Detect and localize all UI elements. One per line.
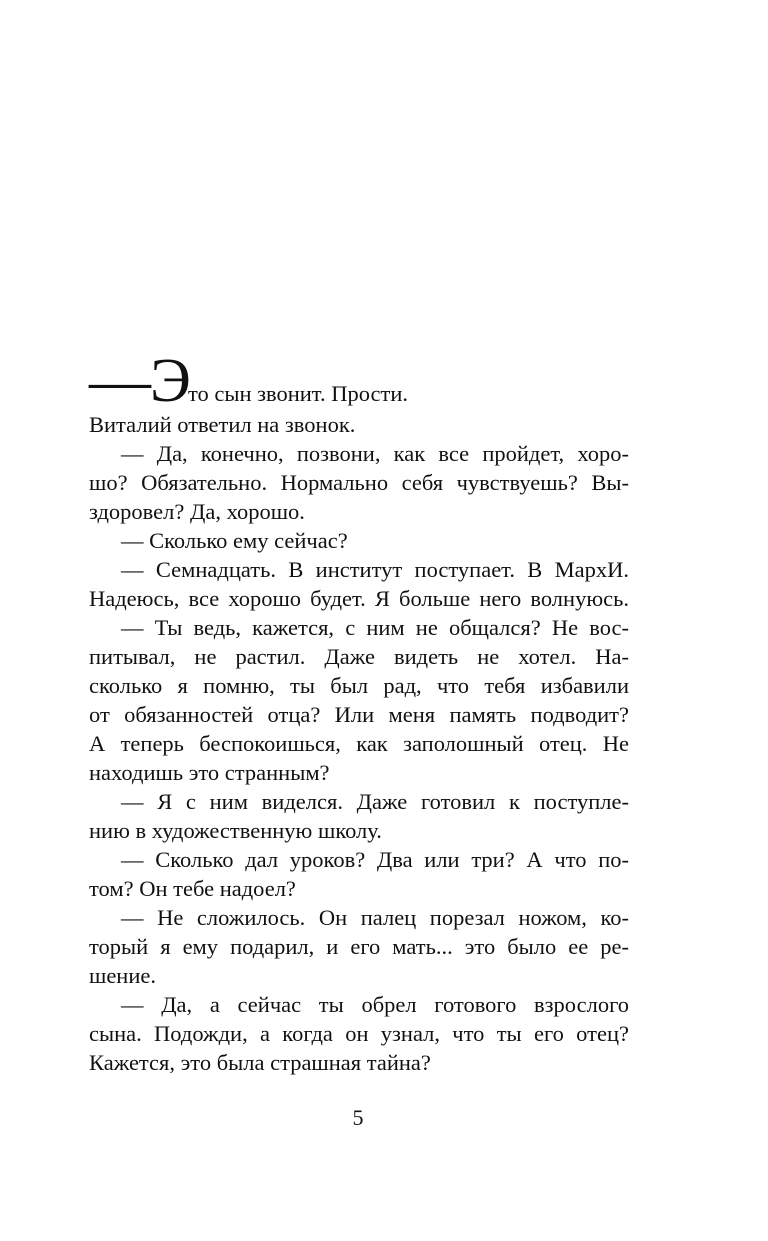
text-line: — Да, а сейчас ты обрел готового взрослого <box>121 992 629 1017</box>
text-line: торый я ему подарил, и его мать... это было ее ре- <box>89 934 629 959</box>
text-line: — Семнадцать. В институт поступает. В МархИ. <box>121 557 629 582</box>
text-line: А теперь беспокоишься, как заполошный отец. Не <box>89 731 629 756</box>
page-number: 5 <box>352 1105 364 1130</box>
text-line: от обязанностей отца? Или меня память подводит? <box>89 702 629 727</box>
opening-line <box>89 347 629 415</box>
text-line: сколько я помню, ты был рад, что тебя избавили <box>89 673 629 698</box>
text-line: находишь это странным? <box>89 760 330 785</box>
text-line: — Я с ним виделся. Даже готовил к поступле- <box>121 789 629 814</box>
opening-line-text: то сын звонит. Прости. <box>187 381 408 406</box>
text-line: сына. Подожди, а когда он узнал, что ты его отец? <box>89 1021 629 1046</box>
text-line: — Сколько дал уроков? Два или три? А что по- <box>121 847 629 872</box>
text-line: шо? Обязательно. Нормально себя чувствуешь? Вы- <box>89 470 629 495</box>
body-text <box>89 347 629 1077</box>
text-line: Надеюсь, все хорошо будет. Я больше него волнуюсь. <box>89 586 629 611</box>
text-line: здоровел? Да, хорошо. <box>89 499 305 524</box>
text-line: — Да, конечно, позвони, как все пройдет, хоро- <box>121 441 629 466</box>
text-line: — Сколько ему сейчас? <box>121 528 348 553</box>
text-lines <box>89 410 629 1077</box>
text-line: шение. <box>89 963 157 988</box>
text-line: — Не сложилось. Он палец порезал ножом, ко- <box>121 905 629 930</box>
text-line: Кажется, это была страшная тайна? <box>89 1050 431 1075</box>
text-line: — Ты ведь, кажется, с ним не общался? Не вос- <box>121 615 629 640</box>
text-line: том? Он тебе надоел? <box>89 876 296 901</box>
text-line: питывал, не растил. Даже видеть не хотел. На- <box>89 644 629 669</box>
text-line: нию в художественную школу. <box>89 818 382 843</box>
drop-cap: —Э <box>89 347 190 415</box>
text-line: Виталий ответил на звонок. <box>89 412 356 437</box>
